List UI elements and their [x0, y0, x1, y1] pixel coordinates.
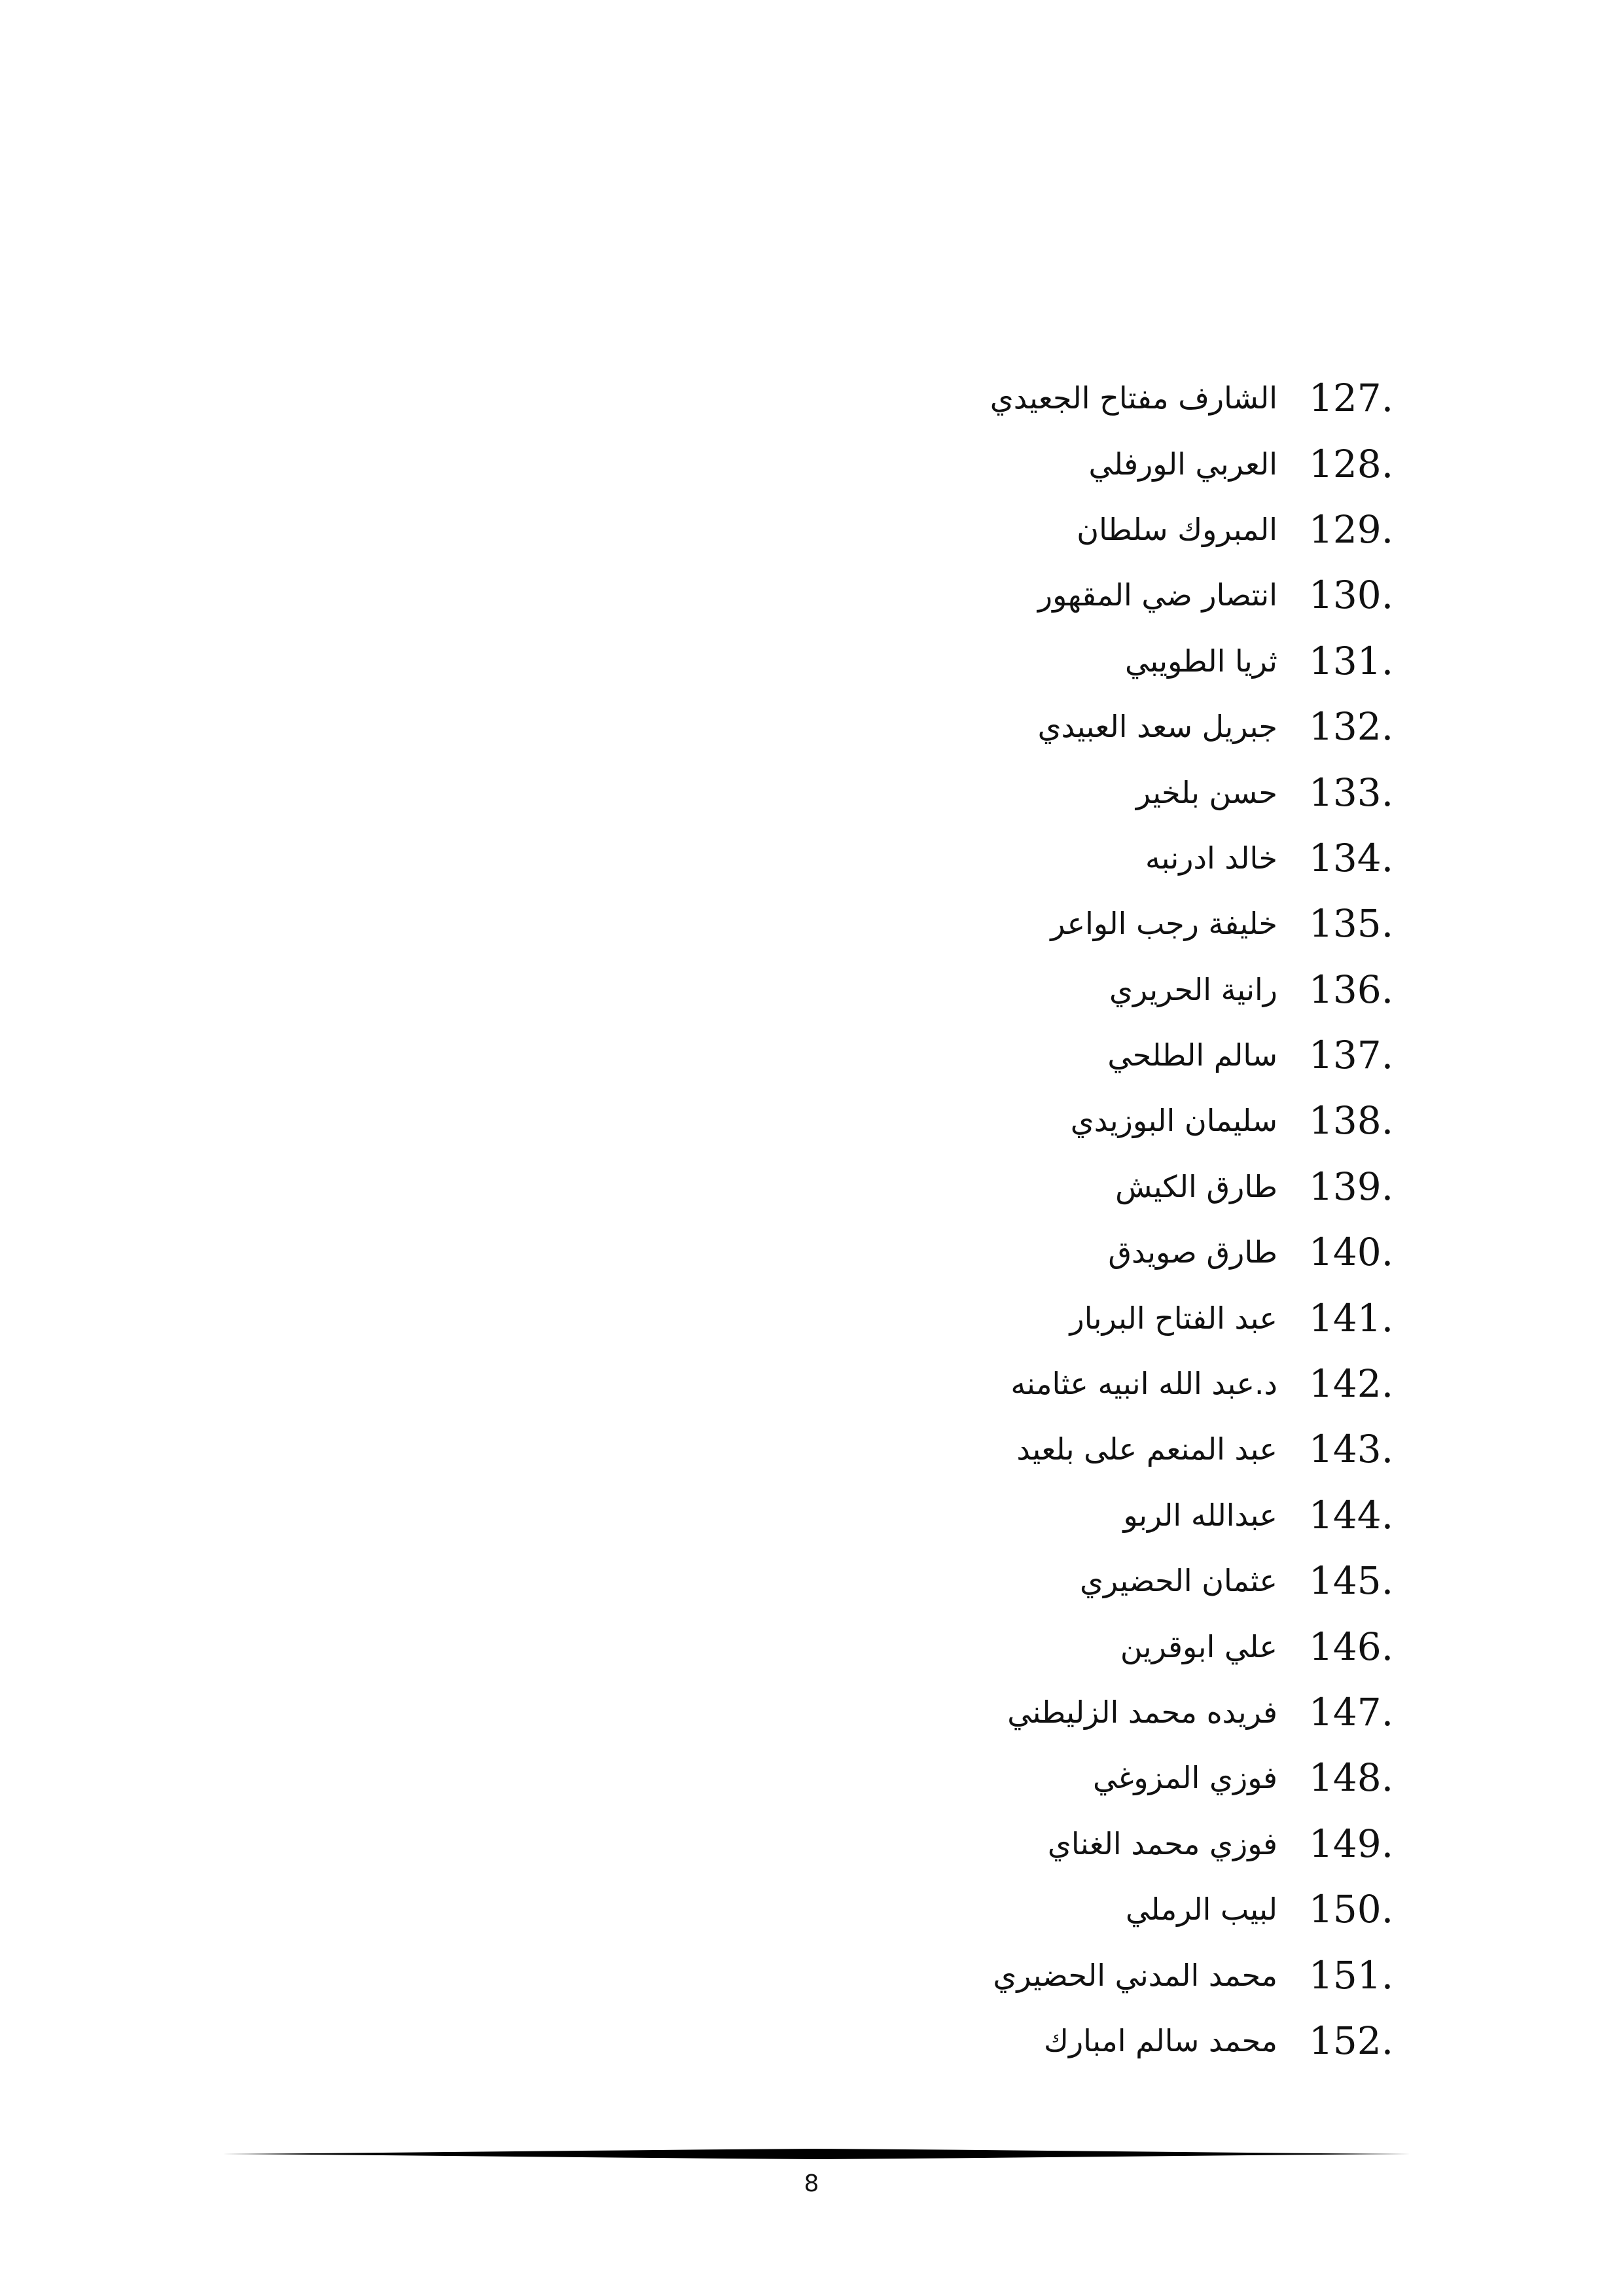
list-item	[419, 1745, 1400, 1810]
item-number: 143.	[1309, 1427, 1394, 1472]
list-item	[419, 1351, 1400, 1416]
item-name: خالد ادرنبه	[1145, 840, 1277, 876]
list-item	[419, 497, 1400, 562]
item-name: رانية الحريري	[1109, 971, 1277, 1007]
item-name: سليمان البوزيدي	[1070, 1103, 1277, 1139]
item-name: الشارف مفتاح الجعيدي	[990, 380, 1277, 416]
list-item	[419, 2008, 1400, 2073]
list-item	[419, 1811, 1400, 1876]
item-name: محمد المدني الحضيري	[993, 1957, 1277, 1993]
item-number: 150.	[1309, 1887, 1394, 1932]
list-item	[419, 1482, 1400, 1548]
names-list	[419, 365, 1400, 2073]
item-number: 127.	[1309, 376, 1394, 421]
list-item	[419, 759, 1400, 825]
item-number: 147.	[1309, 1690, 1394, 1734]
list-item	[419, 1416, 1400, 1482]
list-item	[419, 694, 1400, 759]
list-item	[419, 1154, 1400, 1219]
page-number: 8	[804, 2170, 819, 2197]
item-number: 146.	[1309, 1624, 1394, 1669]
item-number: 132.	[1309, 704, 1394, 749]
item-name: ثريا الطويبي	[1125, 643, 1277, 679]
item-name: جبريل سعد العبيدي	[1037, 709, 1277, 745]
item-number: 148.	[1309, 1755, 1394, 1801]
item-number: 151.	[1309, 1952, 1394, 1998]
list-item	[419, 1088, 1400, 1153]
footer-rule	[223, 2148, 1410, 2160]
list-item	[419, 431, 1400, 496]
item-number: 137.	[1309, 1033, 1394, 1078]
item-number: 141.	[1309, 1295, 1394, 1340]
list-item	[419, 1876, 1400, 1942]
item-number: 142.	[1309, 1361, 1394, 1407]
list-item	[419, 891, 1400, 956]
list-item	[419, 1219, 1400, 1285]
item-name: علي ابوقرين	[1120, 1628, 1277, 1664]
item-number: 133.	[1309, 770, 1394, 815]
item-number: 138.	[1309, 1098, 1394, 1143]
list-item	[419, 1679, 1400, 1745]
item-number: 144.	[1309, 1492, 1394, 1537]
list-item	[419, 1285, 1400, 1350]
item-name: سالم الطلحي	[1107, 1037, 1277, 1073]
item-name: طارق صويدق	[1108, 1234, 1277, 1270]
list-item	[419, 957, 1400, 1022]
item-name: طارق الكيش	[1115, 1168, 1277, 1204]
list-item	[419, 365, 1400, 431]
item-number: 129.	[1309, 507, 1394, 552]
list-item	[419, 628, 1400, 694]
item-name: المبروك سلطان	[1077, 511, 1277, 547]
item-number: 136.	[1309, 967, 1394, 1012]
item-number: 134.	[1309, 835, 1394, 880]
item-number: 145.	[1309, 1558, 1394, 1604]
item-name: عبد الفتاح البربار	[1069, 1300, 1277, 1336]
item-number: 128.	[1309, 441, 1394, 486]
list-item	[419, 1613, 1400, 1679]
list-item	[419, 1942, 1400, 2007]
item-number: 131.	[1309, 638, 1394, 683]
item-name: عبد المنعم على بلعيد	[1016, 1431, 1277, 1467]
item-name: محمد سالم امبارك	[1044, 2022, 1277, 2058]
item-number: 130.	[1309, 573, 1394, 618]
item-name: د.عبد الله انبيه عثامنه	[1010, 1366, 1277, 1402]
item-name: عثمان الحضيري	[1080, 1563, 1277, 1599]
item-name: فوزي محمد الغناي	[1047, 1825, 1277, 1861]
item-name: خليفة رجب الواعر	[1050, 906, 1277, 942]
item-name: فوزي المزوغي	[1093, 1760, 1277, 1796]
item-name: فريده محمد الزليطني	[1007, 1695, 1277, 1730]
item-name: حسن بلخير	[1135, 774, 1277, 810]
list-item	[419, 825, 1400, 891]
item-name: العربي الورفلي	[1088, 446, 1277, 482]
list-item	[419, 562, 1400, 628]
item-number: 135.	[1309, 901, 1394, 946]
item-number: 140.	[1309, 1230, 1394, 1275]
item-name: عبدالله الربو	[1123, 1497, 1277, 1533]
item-number: 152.	[1309, 2018, 1394, 2063]
item-name: لبيب الرملي	[1126, 1892, 1277, 1928]
list-item	[419, 1548, 1400, 1613]
list-item	[419, 1022, 1400, 1088]
item-name: انتصار ضي المقهور	[1037, 577, 1277, 613]
item-number: 149.	[1309, 1821, 1394, 1866]
item-number: 139.	[1309, 1164, 1394, 1209]
